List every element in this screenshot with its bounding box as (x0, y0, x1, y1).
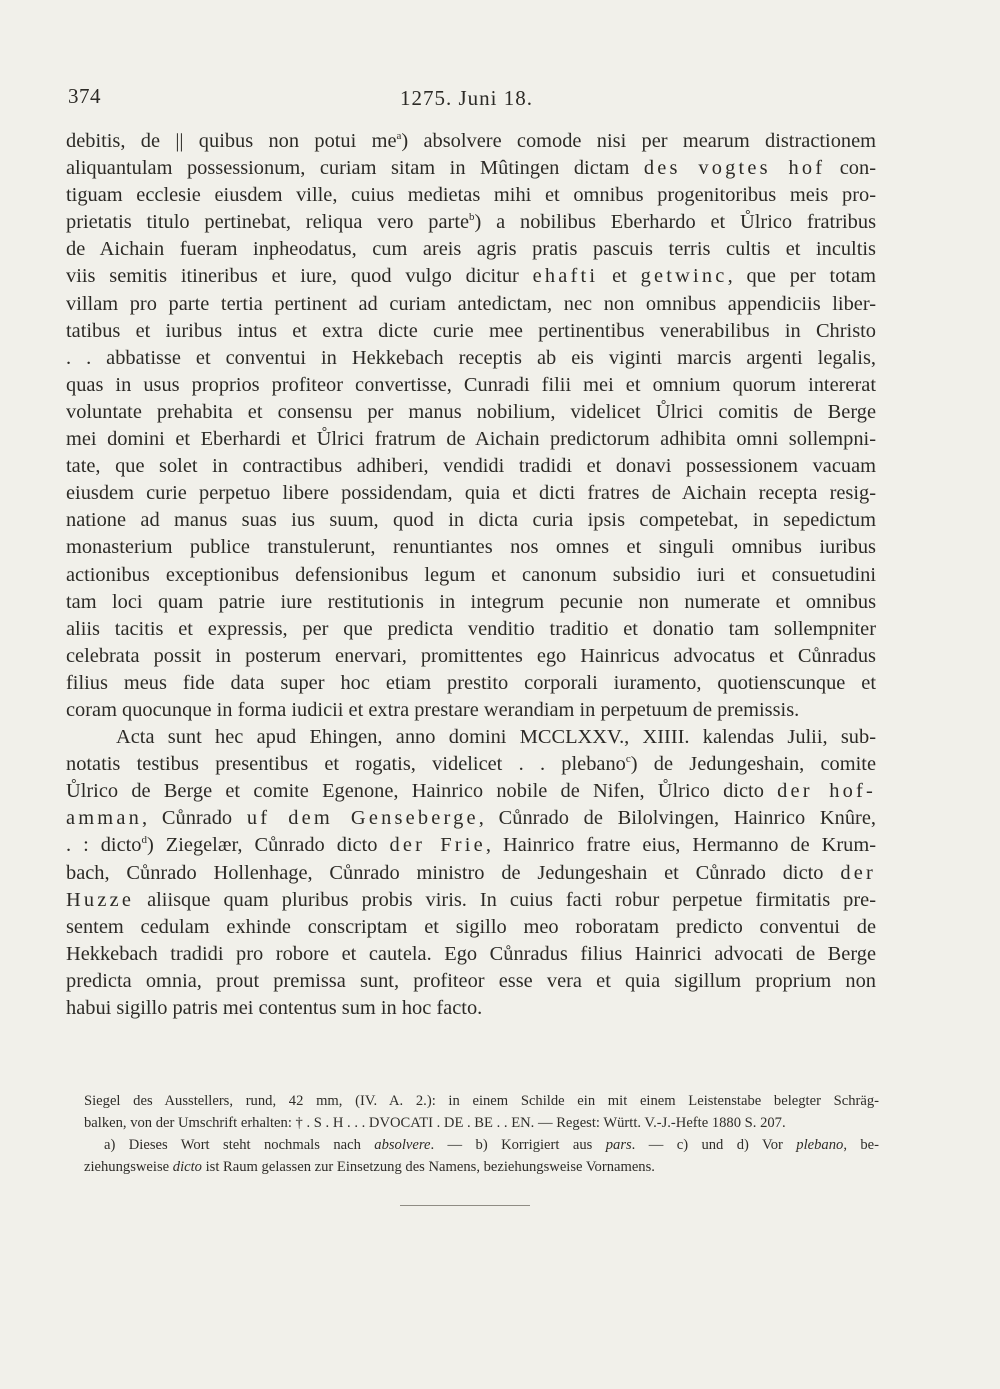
text-line: Huzze aliisque quam pluribus probis viris. In cuius facti robur perpetue firmitatis pre- (66, 888, 876, 911)
text-line: tatibus et iuribus intus et extra dicte curie mee pertinentibus venerabilibus in Christo (66, 319, 876, 342)
charter-text (66, 128, 876, 1022)
text-line: tiguam ecclesie eiusdem ville, cuius medietas mihi et omnibus progenitoribus meis pro- (66, 184, 876, 207)
text-line: debitis, de || quibus non potui $me^a$) absolvere comode nisi per mearum distractionem (66, 130, 876, 152)
running-header-date: 1275. Juni 18. (400, 86, 534, 110)
text-line: bach, Cůnrado Hollenhage, Cůnrado ministro de Jedungeshain et Cůnrado dicto der (66, 861, 876, 884)
text-line: villam pro parte tertia pertinent ad curiam antedictam, nec non omnibus appendiciis liber- (66, 292, 876, 315)
seal-note-line: Siegel des Ausstellers, rund, 42 mm, (IV. A. 2.): in einem Schilde ein mit einem Leistenstabe belegter Schräg- (84, 1093, 879, 1109)
text-line: amman, Cůnrado uf dem Genseberge, Cůnrado de Bilolvingen, Hainrico Knûre, (66, 807, 876, 830)
text-line: . . abbatisse et conventui in Hekkebach receptis ab eis viginti marcis argenti legalis, (66, 346, 876, 369)
footnote-marker-a: a (396, 130, 402, 142)
footnote-marker-b: b (469, 211, 475, 224)
text-line: quas in usus proprios profiteor convertisse, Cunradi filii mei et omnium quorum intererat (66, 373, 876, 396)
text-line: prietatis titulo pertinebat, reliqua vero parte$^b$) a nobilibus Eberhardo et Ůlrico fratribus (66, 211, 877, 234)
text-line: coram quocunque in forma iudicii et extra prestare werandiam in perpetuum de premissis. (66, 698, 800, 721)
text-line: mei domini et Eberhardi et Ůlrici fratrum de Aichain predictorum adhibita omni sollempni- (66, 428, 876, 451)
text-line: viis semitis itineribus et iure, quod vulgo dicitur ehafti et getwinc, que per totam (66, 265, 876, 288)
text-line: tam loci quam patrie iure restitutionis in integrum pecunie non numerate et omnibus (66, 590, 876, 613)
end-rule (400, 1205, 530, 1206)
text-line: habui sigillo patris mei contentus sum in hoc facto. (66, 997, 483, 1019)
text-line: Acta sunt hec apud Ehingen, anno domini MCCLXXV., XIIII. kalendas Julii, sub- (116, 726, 876, 749)
footnote-line: a) Dieses Wort steht nochmals nach absolvere. — b) Korrigiert aus pars. — c) und d) Vor plebano, be- (104, 1137, 879, 1153)
text-line: aliquantulam possessionum, curiam sitam in Mûtingen dictam des vogtes hof con- (66, 157, 876, 180)
footnote-line: ziehungsweise dicto ist Raum gelassen zur Einsetzung des Namens, beziehungsweise Vornamens. (84, 1159, 655, 1175)
text-line: predicta omnia, prout premissa sunt, profiteor esse vera et quia sigillum proprium non (66, 969, 876, 992)
footnote-marker-c: c (625, 753, 631, 766)
text-line: eiusdem curie perpetuo libere possidendam, quia et dicti fratres de Aichain recepta resig- (66, 482, 876, 505)
notes (84, 1090, 879, 1178)
text-line: monasterium publice transtulerunt, renuntiantes nos omnes et singuli omnibus iuribus (66, 536, 876, 559)
text-line: de Aichain fueram inpheodatus, cum areis agris pratis pascuis terris cultis et incultis (66, 238, 876, 261)
text-line: sentem cedulam exhinde conscriptam et sigillo meo roboratam predicto conventui de (66, 915, 876, 938)
page-number: 374 (68, 84, 101, 108)
seal-note-line: balken, von der Umschrift erhalten: † . S . H . . . DVOCATI . DE . BE . . EN. — Regest: Württ. V.-J.-Hefte 1880 S. 207. (84, 1115, 786, 1131)
text-line: . : dicto$^d$) Ziegelær, Cůnrado dicto der Frie, Hainrico fratre eius, Hermanno de Krum- (66, 834, 876, 857)
text-line: voluntate prehabita et consensu per manus nobilium, videlicet Ůlrici comitis de Berge (66, 400, 876, 423)
text-line: natione ad manus suas ius suum, quod in dicta curia ipsis competebat, in sepedictum (66, 509, 876, 532)
text-line: Ůlrico de Berge et comite Egenone, Hainrico nobile de Nifen, Ůlrico dicto der hof- (66, 780, 876, 803)
text-line: aliis tacitis et expressis, per que predicta venditio traditio et donatio tam sollempniter (66, 617, 876, 640)
footnote-marker-d: d (141, 834, 147, 847)
text-line: notatis testibus presentibus et rogatis, videlicet . . plebano$^c$) de Jedungeshain, comite (66, 753, 876, 776)
text-line: tate, que solet in contractibus adhiberi, vendidi tradidi et donavi possessionem vacuam (66, 455, 876, 478)
text-line: celebrata possit in posterum enervari, promittentes ego Hainricus advocatus et Cůnradus (66, 644, 876, 667)
text-line: actionibus exceptionibus defensionibus legum et canonum subsidio iuri et consuetudini (66, 563, 876, 586)
text-line: filius meus fide data super hoc etiam prestito corporali iuramento, quotienscunque et (66, 671, 876, 694)
text-line: Hekkebach tradidi pro robore et cautela. Ego Cůnradus filius Hainrici advocati de Berge (66, 942, 876, 965)
